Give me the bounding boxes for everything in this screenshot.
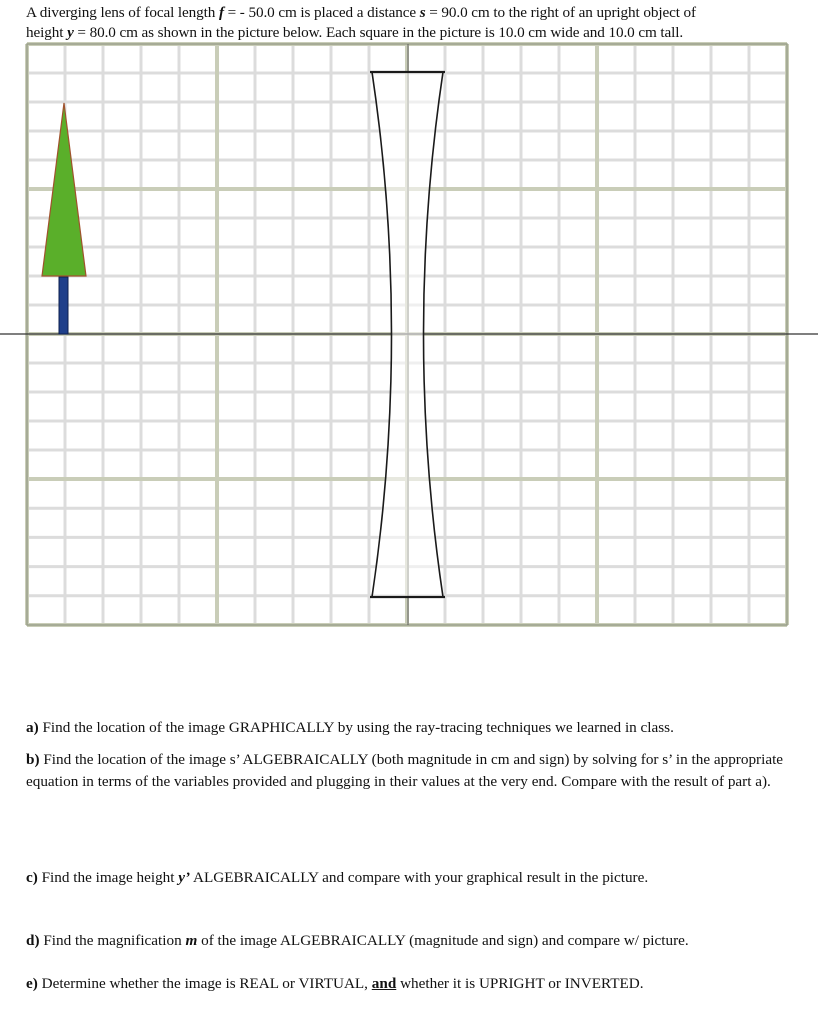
question-label: c) — [26, 869, 38, 886]
statement-text: = - 50.0 cm is placed a distance — [223, 4, 420, 21]
question-label: b) — [26, 751, 40, 768]
question-text: Find the location of the image s’ ALGEBRAICALLY (both magnitude in cm and sign) by solving for s’ in the appropriate equation in terms of the variables provided and plugging in their values at the very end. Compare with the result of part a). — [26, 751, 784, 790]
statement-text: = 90.0 cm to the right of an upright object of — [425, 4, 696, 21]
question-text: ALGEBRAICALLY and compare with your graphical result in the picture. — [190, 869, 649, 886]
question-text: whether it is UPRIGHT or INVERTED. — [396, 975, 644, 992]
question-text: Find the image height — [37, 869, 179, 886]
question-e — [26, 973, 796, 995]
tree-trunk — [59, 277, 68, 334]
question-label: d) — [26, 932, 40, 949]
emphasis-and: and — [371, 975, 397, 992]
question-text: Determine whether the image is REAL or VIRTUAL, — [37, 975, 372, 992]
question-text: Find the location of the image GRAPHICALLY by using the ray-tracing techniques we learned in class. — [38, 719, 674, 736]
question-label: e) — [26, 975, 38, 992]
focal-length-symbol: f — [218, 4, 224, 21]
statement-text: A diverging lens of focal length — [26, 4, 219, 21]
distance-symbol: s — [419, 4, 426, 21]
magnification-symbol: m — [185, 932, 198, 949]
statement-text: = 80.0 cm as shown in the picture below. Each square in the picture is 10.0 cm wide and 10.0 cm tall. — [73, 24, 684, 41]
question-d — [26, 930, 796, 952]
question-text: of the image ALGEBRAICALLY (magnitude and sign) and compare w/ picture. — [197, 932, 689, 949]
statement-text: height — [26, 24, 68, 41]
question-b — [26, 749, 796, 792]
question-label: a) — [26, 719, 39, 736]
question-a — [26, 717, 796, 739]
image-height-symbol: y’ — [178, 869, 191, 886]
height-symbol: y — [67, 24, 74, 41]
question-text: Find the magnification — [39, 932, 186, 949]
question-c — [26, 867, 796, 889]
